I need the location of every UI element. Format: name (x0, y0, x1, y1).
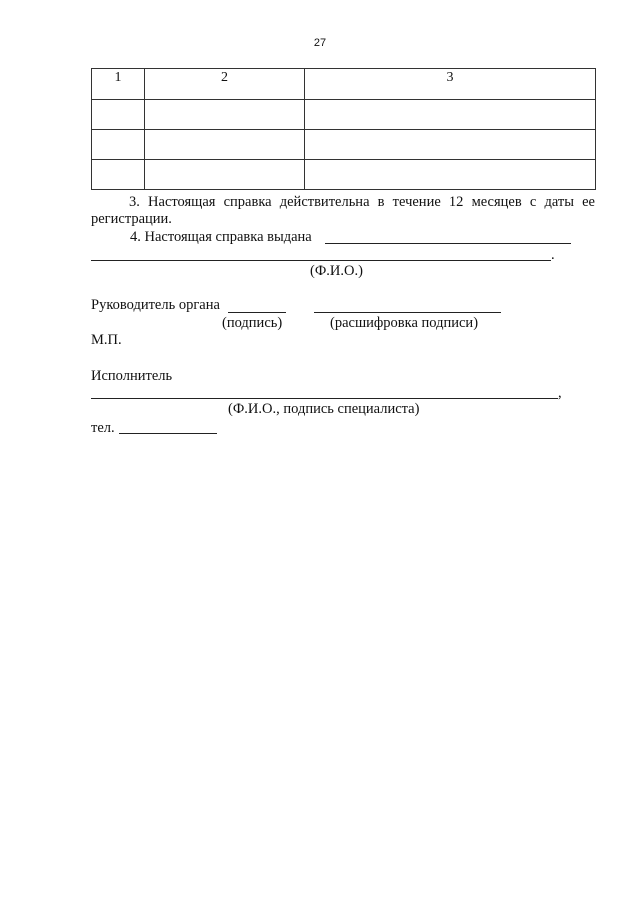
head-of-authority-label: Руководитель органа (91, 297, 220, 313)
table-row (92, 100, 596, 130)
table-header-cell: 3 (305, 69, 596, 100)
stamp-place-label: М.П. (91, 332, 122, 348)
table-cell (305, 100, 596, 130)
issued-to-second-line (91, 260, 551, 261)
fio-caption: (Ф.И.О.) (310, 263, 363, 279)
issued-to-period: . (551, 247, 555, 263)
table-header-row (92, 69, 596, 100)
issued-to-blank-line (325, 243, 571, 244)
page-number: 27 (313, 37, 327, 49)
table-cell (305, 130, 596, 160)
table-header-cell: 1 (92, 69, 145, 100)
phone-blank-line (119, 433, 217, 434)
table-cell (145, 160, 305, 190)
signature-decoding-line (314, 312, 501, 313)
table-cell (92, 160, 145, 190)
executor-label: Исполнитель (91, 368, 173, 384)
paragraph-4-text: 4. Настоящая справка выдана (130, 229, 312, 245)
executor-caption: (Ф.И.О., подпись специалиста) (228, 401, 420, 417)
table-cell (305, 160, 596, 190)
signature-line (228, 312, 286, 313)
table-row (92, 130, 596, 160)
executor-blank-line (91, 398, 558, 399)
signature-decoding-caption: (расшифровка подписи) (330, 315, 479, 331)
table-row (92, 160, 596, 190)
table-cell (145, 100, 305, 130)
table-cell (92, 130, 145, 160)
table-cell (92, 100, 145, 130)
paragraph-3-line-1: 3. Настоящая справка действительна в течение 12 месяцев с даты ее (129, 194, 595, 210)
table-header-cell: 2 (145, 69, 305, 100)
executor-comma: , (558, 385, 562, 401)
table-cell (145, 130, 305, 160)
signature-caption: (подпись) (222, 315, 283, 331)
phone-label: тел. (91, 420, 115, 436)
paragraph-3-line-2: регистрации. (91, 211, 172, 227)
data-table (91, 68, 596, 190)
